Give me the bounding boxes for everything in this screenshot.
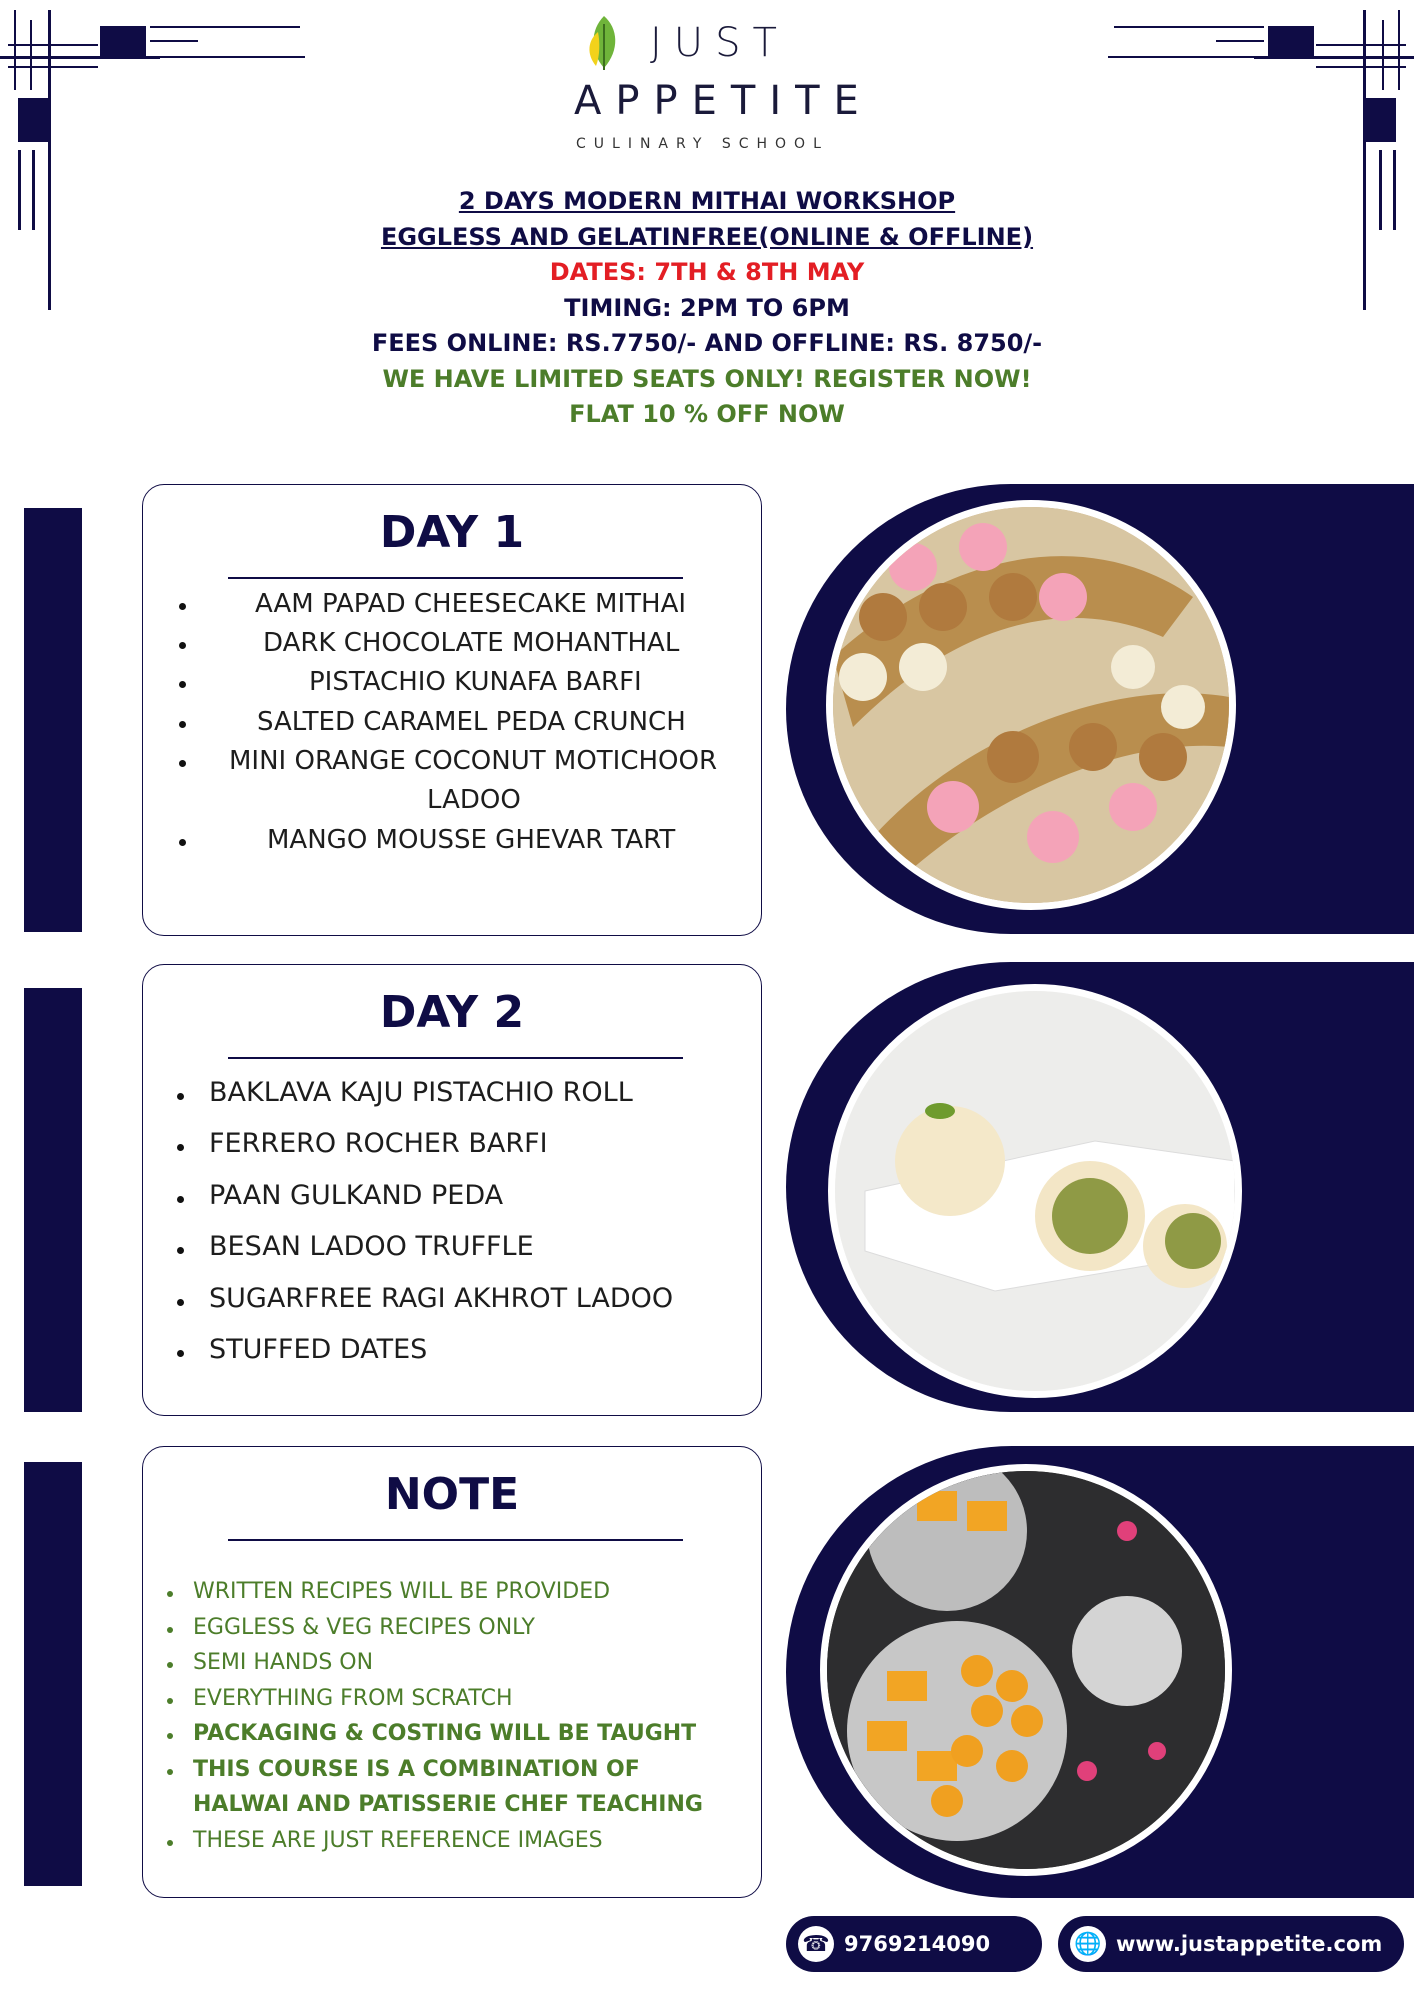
workshop-fees: FEES ONLINE: RS.7750/- AND OFFLINE: RS. 8750/-	[371, 329, 1043, 357]
day1-item: SALTED CARAMEL PEDA CRUNCH	[257, 707, 686, 737]
bullet	[177, 1144, 184, 1151]
bullet	[179, 721, 186, 728]
leaf-logo-icon	[582, 14, 626, 72]
brand-logo	[560, 10, 880, 150]
day2-divider	[228, 1057, 683, 1059]
day2-item: BAKLAVA KAJU PISTACHIO ROLL	[209, 1077, 633, 1108]
bullet	[167, 1698, 173, 1704]
day1-divider	[228, 577, 683, 579]
note-item: WRITTEN RECIPES WILL BE PROVIDED	[193, 1579, 611, 1604]
note-item: THIS COURSE IS A COMBINATION OF	[193, 1757, 640, 1782]
day2-item: PAAN GULKAND PEDA	[209, 1180, 504, 1211]
note-divider	[228, 1539, 683, 1541]
note-item: PACKAGING & COSTING WILL BE TAUGHT	[193, 1721, 697, 1746]
note-side-bar	[24, 1462, 82, 1886]
day2-side-bar	[24, 988, 82, 1412]
bullet	[179, 681, 186, 688]
bullet	[177, 1196, 184, 1203]
workshop-timing: TIMING: 2PM TO 6PM	[564, 293, 850, 322]
brand-name-line1: JUST	[650, 20, 789, 66]
workshop-header	[0, 184, 1414, 433]
day1-item: PISTACHIO KUNAFA BARFI	[309, 667, 642, 697]
brand-tagline: CULINARY SCHOOL	[576, 136, 829, 152]
bullet	[177, 1350, 184, 1357]
bullet	[167, 1733, 173, 1739]
brand-name-line2: APPETITE	[574, 78, 873, 124]
limited-seats-notice: WE HAVE LIMITED SEATS ONLY! REGISTER NOW!	[382, 364, 1032, 393]
discount-offer: FLAT 10 % OFF NOW	[569, 400, 845, 428]
bullet	[177, 1093, 184, 1100]
note-item: EGGLESS & VEG RECIPES ONLY	[193, 1615, 535, 1640]
day1-item: DARK CHOCOLATE MOHANTHAL	[263, 628, 680, 658]
day2-item: SUGARFREE RAGI AKHROT LADOO	[209, 1283, 674, 1314]
day1-item: MINI ORANGE COCONUT MOTICHOOR	[229, 746, 718, 776]
bullet	[179, 839, 186, 846]
day1-photo-mithai-box	[826, 500, 1236, 910]
bullet	[167, 1840, 173, 1846]
note-card	[142, 1446, 762, 1898]
bullet	[177, 1247, 184, 1254]
website-url: www.justappetite.com	[1116, 1932, 1383, 1956]
day2-item: BESAN LADOO TRUFFLE	[209, 1231, 534, 1262]
day2-photo-peda	[828, 984, 1242, 1398]
day2-item: STUFFED DATES	[209, 1334, 428, 1365]
bullet	[177, 1299, 184, 1306]
note-item: EVERYTHING FROM SCRATCH	[193, 1686, 513, 1711]
website-link[interactable]	[1058, 1916, 1404, 1972]
workshop-title-line2: EGGLESS AND GELATINFREE(ONLINE & OFFLINE)	[380, 222, 1034, 251]
note-item: SEMI HANDS ON	[193, 1650, 374, 1675]
phone-contact-button[interactable]	[786, 1916, 1042, 1972]
bullet	[167, 1627, 173, 1633]
day1-side-bar	[24, 508, 82, 932]
bullet	[167, 1769, 173, 1775]
day2-title: DAY 2	[379, 987, 525, 1038]
workshop-title-line1: 2 DAYS MODERN MITHAI WORKSHOP	[458, 187, 956, 215]
day1-card	[142, 484, 762, 936]
globe-icon: 🌐	[1070, 1926, 1106, 1962]
day1-item: MANGO MOUSSE GHEVAR TART	[267, 825, 676, 855]
phone-icon: ☎	[798, 1926, 834, 1962]
note-title: NOTE	[384, 1469, 520, 1520]
day1-title: DAY 1	[379, 507, 525, 558]
bullet	[179, 760, 186, 767]
day1-item-continued: LADOO	[427, 785, 521, 815]
day2-item: FERRERO ROCHER BARFI	[209, 1128, 548, 1159]
day1-item: AAM PAPAD CHEESECAKE MITHAI	[255, 589, 687, 619]
bullet	[179, 603, 186, 610]
phone-number: 9769214090	[844, 1932, 991, 1956]
note-item: THESE ARE JUST REFERENCE IMAGES	[193, 1828, 603, 1853]
workshop-dates: DATES: 7TH & 8TH MAY	[549, 258, 865, 286]
bullet	[179, 642, 186, 649]
bullet	[167, 1662, 173, 1668]
note-photo-sweets-platter	[820, 1464, 1232, 1876]
note-item-continued: HALWAI AND PATISSERIE CHEF TEACHING	[193, 1792, 703, 1817]
bullet	[167, 1591, 173, 1597]
day2-card	[142, 964, 762, 1416]
